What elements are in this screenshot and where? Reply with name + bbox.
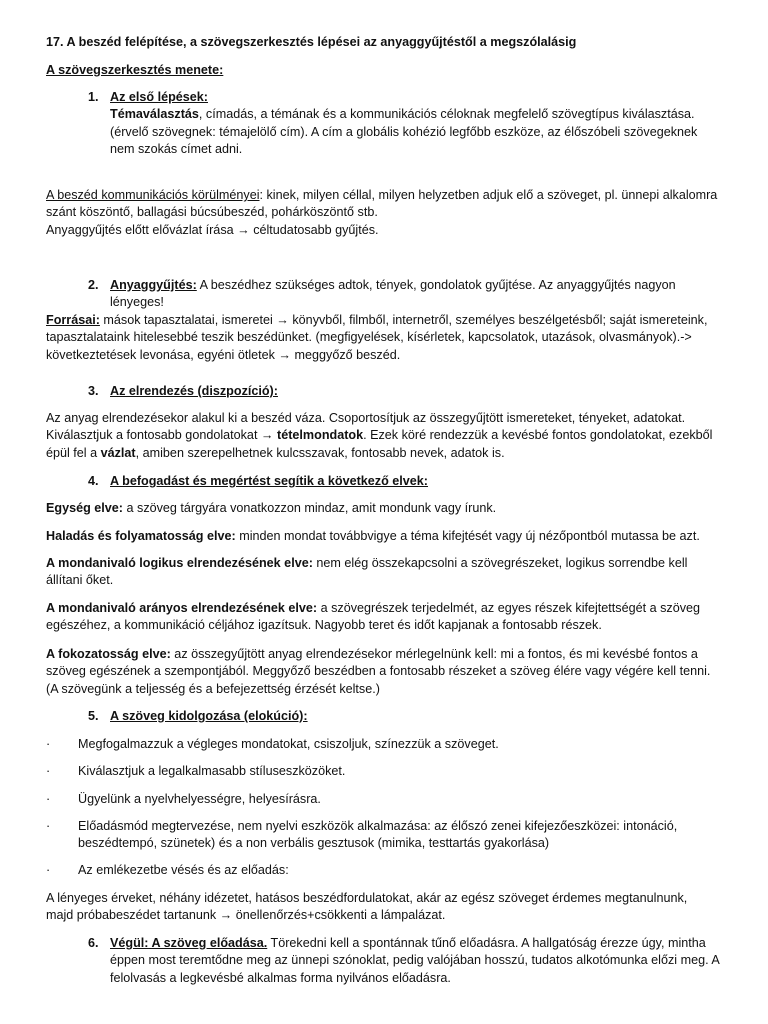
section-subtitle: A szövegszerkesztés menete: [46,63,224,77]
bullet-marker: · [46,863,51,877]
principle-item: Haladás és folyamatosság elve: minden mondat továbbvigye a téma kifejtését vagy új nézőpontból mutassa be azt. [46,529,700,543]
communication-label: A beszéd kommunikációs körülményei [46,188,260,202]
section-5-number: 5. [88,709,99,723]
section-4-heading: A befogadást és megértést segítik a következő elvek: [110,474,429,488]
section-6-heading: A szöveg előadása. [148,936,268,950]
principle-item: Egység elve: a szöveg tárgyára vonatkozzon mindaz, amit mondunk vagy írunk. [46,501,497,515]
bullet-marker: · [46,764,51,778]
section-6-lead: Végül: [110,936,149,950]
document-title: 17. A beszéd felépítése, a szövegszerkesztés lépései az anyaggyűjtéstől a megszólalásig [46,35,577,49]
principle-item: A mondanivaló arányos elrendezésének elve: a szövegrészek terjedelmét, az egyes részek kifejtettségét a szöveg egészéhez, a kommunikáció céljához igazítsuk. Nagyobb teret és időt kapjanak a fontosabb részek. [46,601,701,633]
bullet-item: Előadásmód megtervezése, nem nyelvi eszközök alkalmazása: az élőszó zenei kifejezőeszközei: intonáció, beszédtempó, szünetek) és a non verbális gesztusok (mimika, testtartás gyakorlása) [78,819,678,851]
bullet-marker: · [46,819,51,833]
bullet-item: Ügyelünk a nyelvhelyességre, helyesírásra. [78,792,321,806]
section-1-text: , címadás, a témának és a kommunikációs céloknak megfelelő szövegtípus kiválasztása. (érvelő szövegnek: témajelölő cím). A cím a globális kohézió legfőbb eszköze, az élőszóbeli szövegeknek nem szokás címet adni. [110,107,698,157]
principle-item: A mondanivaló logikus elrendezésének elve: nem elég összekapcsolni a szövegrészeket, logikus sorrendbe kell állítani őket. [46,556,688,588]
section-3-number: 3. [88,384,99,398]
principle-item: A fokozatosság elve: az összegyűjtött anyag elrendezésekor mérlegelnünk kell: mi a fontos, és mi kevésbé fontos a szöveg egészének a szempontjából. Meggyőző beszédben a fontosabb részeket a szöveg élére vagy végére kell tenni. (A szövegünk a teljesség és a befejezettség érzését keltse.) [46,647,711,696]
communication-line2: Anyaggyűjtés előtt elővázlat írása → céltudatosabb gyűjtés. [46,222,379,237]
bullet-item: Megfogalmazzuk a végleges mondatokat, csiszoljuk, színezzük a szöveget. [78,737,499,751]
section-2-number: 2. [88,278,99,292]
bullet-marker: · [46,792,51,806]
section-5-heading: A szöveg kidolgozása (elokúció): [110,709,308,723]
section-4-number: 4. [88,474,99,488]
bullet-item: Kiválasztjuk a legalkalmasabb stíluseszközöket. [78,764,346,778]
communication-paragraph: A beszéd kommunikációs körülményei: kinek, milyen céllal, milyen helyzetben adjuk elő a szöveget, pl. ünnepi alkalomra szánt köszöntő, ballagási búcsúbeszéd, pohárköszöntő stb. Anyaggyűjtés előtt elővázlat írása → céltudatosabb gyűjtés. [46,188,718,237]
bullet-item: Az emlékezetbe vésés és az előadás: [78,863,289,877]
section-5-paragraph: A lényeges érveket, néhány idézetet, hatásos beszédfordulatokat, akár az egész szöveget érdemes megtanulnunk, majd próbabeszédet tartanunk → önellenőrzés+csökkenti a lámpalázat. [46,891,688,923]
section-3-heading: Az elrendezés (diszpozíció): [110,384,278,398]
section-2-heading: Anyaggyűjtés: [110,278,197,292]
section-1-heading: Az első lépések: [110,90,208,104]
section-6-number: 6. [88,936,99,950]
bullet-marker: · [46,737,51,751]
section-1-lead: Témaválasztás [110,107,199,122]
section-3-paragraph: Az anyag elrendezésekor alakul ki a beszéd váza. Csoportosítjuk az összegyűjtött ismereteket, tényeket, adatokat. Kiválasztjuk a fontosabb gondolatokat → tételmondatok. Ezek köré rendezzük a kevésbé fontos gondolatokat, ezekből épül fel a vázlat, amiben szerepelhetnek kulcsszavak, fontosabb nevek, adatok is. [46,411,713,460]
section-1 [110,89,720,159]
section-1-number: 1. [88,90,99,104]
section-6: Végül: A szöveg előadása. Törekedni kell a spontánnak tűnő előadásra. A hallgatóság érezze úgy, mintha éppen most teremtődne meg az ünnepi szónoklat, pedig valójában hosszú, tudatos alkotómunka előzi meg. A felolvasás a legkevésbé alkalmas forma nyilvános előadásra. [110,936,720,985]
section-2: Anyaggyűjtés: A beszédhez szükséges adtok, tények, gondolatok gyűjtése. Az anyaggyűjtés nagyon lényeges! [110,278,676,310]
sources-label: Forrásai: [46,313,100,327]
sources-paragraph: Forrásai: mások tapasztalatai, ismeretei → könyvből, filmből, internetről, személyes beszélgetésből; saját ismereteink, tapasztalataink hitelesebbé teszik beszédünket. (megfigyelések, kísérletek, kapcsolatok, utazások, olvasmányok).-> következtetések levonása, egyéni ötletek → meggyőző beszéd. [46,313,708,362]
